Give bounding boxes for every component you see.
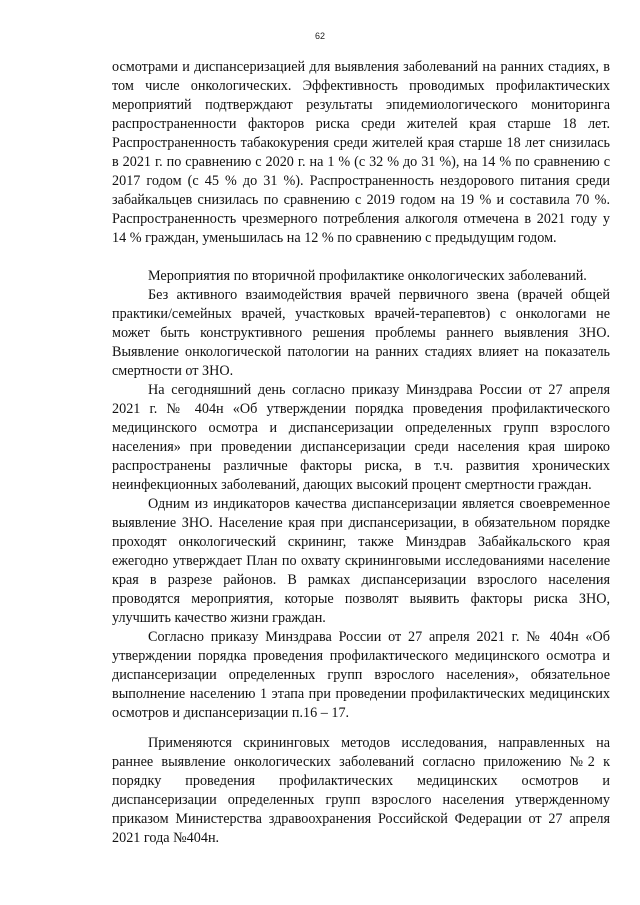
paragraph-spacer xyxy=(112,723,610,734)
paragraph-spacer xyxy=(112,248,610,267)
page-body xyxy=(112,58,610,848)
paragraph-screening-methods: Применяются скрининговых методов исследования, направленных на раннее выявление онкологических заболеваний согласно приложению №2 к порядку проведения профилактических медицинских осмотров и диспансеризации определенных групп взрослого населения утвержденному приказом Министерства здравоохранения Российской Федерации от 27 апреля 2021 года №404н. xyxy=(112,735,610,846)
paragraph-screening-indicators: Одним из индикаторов качества диспансеризации является своевременное выявление ЗНО. Население края при диспансеризации, в обязательном порядке проходят онкологический скрининг, также Минздрав Забайкальского края ежегодно утверждает План по охвату скрининговыми исследованиями население края в разрезе районов. В рамках диспансеризации взрослого населения проводятся мероприятия, которые позволят выявить факторы риска ЗНО, улучшить качество жизни граждан. xyxy=(112,496,610,626)
paragraph-order-404n-first-stage: Согласно приказу Минздрава России от 27 апреля 2021 г. № 404н «Об утверждении порядка проведения профилактического медицинского осмотра и диспансеризации определенных групп взрослого населения», обязательное выполнение населению 1 этапа при проведении профилактических медицинских осмотров и диспансеризации п.16 – 17. xyxy=(112,629,610,721)
paragraph-primary-care-interaction: Без активного взаимодействия врачей первичного звена (врачей общей практики/семейных врачей, участковых врачей-терапевтов) с онкологами не может быть конструктивного решения проблемы раннего выявления ЗНО. Выявление онкологической патологии на ранних стадиях влияет на показатель смертности от ЗНО. xyxy=(112,287,610,379)
paragraph-risk-factor-monitoring: осмотрами и диспансеризацией для выявления заболеваний на ранних стадиях, в том числе онкологических. Эффективность проводимых профилактических мероприятий подтверждают результаты эпидемиологического мониторинга распространенности факторов риска среди жителей края старше 18 лет. Распространенность табакокурения среди жителей края старше 18 лет снизилась в 2021 г. по сравнению с 2020 г. на 1 % (с 32 % до 31 %), на 14 % по сравнению с 2017 годом (с 45 % до 31 %). Распространенность нездорового питания среди забайкальцев снизилась по сравнению с 2019 годом на 19 % и составила 70 %. Распространенность чрезмерного потребления алкоголя отмечена в 2021 году у 14 % граждан, уменьшилась на 12 % по сравнению с предыдущим годом. xyxy=(112,59,610,246)
section-heading-secondary-prevention: Мероприятия по вторичной профилактике онкологических заболеваний. xyxy=(148,268,587,284)
page-number: 62 xyxy=(314,31,325,41)
paragraph-order-404n-risk-factors: На сегодняшний день согласно приказу Минздрава России от 27 апреля 2021 г. № 404н «Об утверждении порядка проведения профилактического медицинского осмотра и диспансеризации определенных групп взрослого населения» при проведении диспансеризации среди населения края широко распространены различные факторы риска, в т.ч. развития хронических неинфекционных заболеваний, дающих высокий процент смертности граждан. xyxy=(112,382,610,493)
